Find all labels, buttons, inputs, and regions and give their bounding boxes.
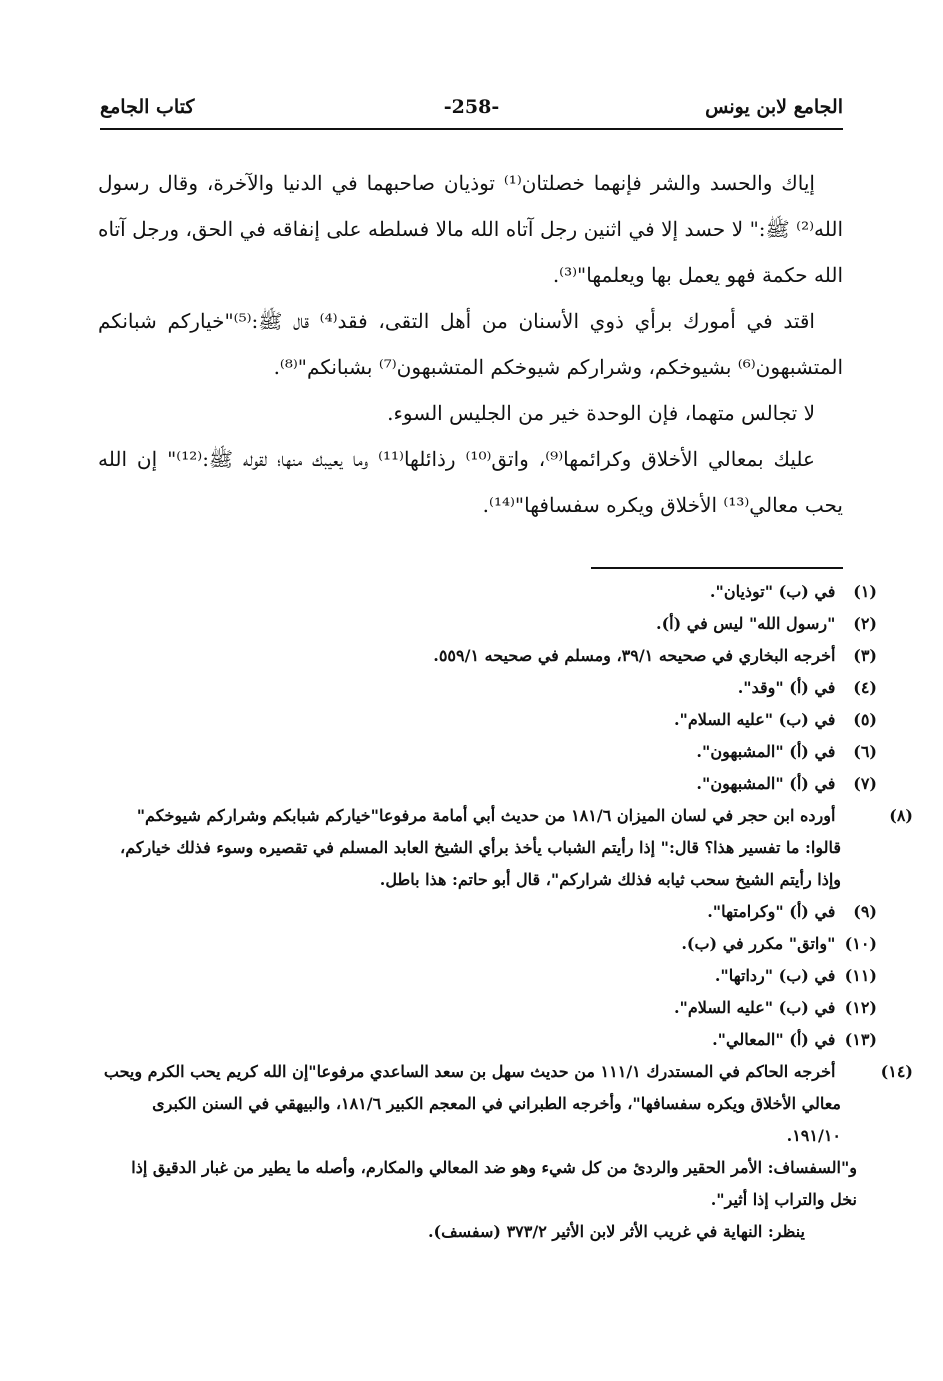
- footnote-2: (٢) "رسول الله" ليس في (أ).: [656, 614, 877, 633]
- footnote-13: (١٣) في (أ) "المعالي".: [712, 1030, 877, 1049]
- paragraph-company: لا تجالس متهما، فإن الوحدة خير من الجليس السوء.: [387, 401, 815, 425]
- footnote-3: (٣) أخرجه البخاري في صحيحه ٣٩/١، ومسلم في صحيحه ٥٥٩/١.: [433, 646, 877, 665]
- footnote-10: (١٠) "واتق" مكرر في (ب).: [681, 934, 877, 953]
- footnotes: [102, 576, 913, 1248]
- footnote-5: (٥) في (ب) "عليه السلام".: [673, 710, 877, 729]
- running-header-section: كتاب الجامع: [100, 96, 195, 118]
- main-text: [98, 160, 843, 528]
- footnote-definition: و"السفساف: الأمر الحقير والردئ من كل شيء وهو ضد المعالي والمكارم، وأصله ما يطير من غبار الدقيق إذا نخل والتراب إذا أثير".: [131, 1158, 857, 1209]
- footnote-7: (٧) في (أ) "المشبهون".: [696, 774, 877, 793]
- footnote-14: (١٤) أخرجه الحاكم في المستدرك ١١١/١ من حديث سهل بن سعد الساعدي مرفوعا"إن الله كريم يحب الكرم ويحب معالي الأخلاق ويكره سفسافها"، وأخرجه الطبراني في المعجم الكبير ١٨١/٦، والبيهقي في السنن الكبرى ١٩١/١٠.: [103, 1062, 913, 1145]
- footnote-9: (٩) في (أ) "وكرامتها".: [707, 902, 877, 921]
- paragraph-morals: عليك بمعالي الأخلاق وكرائمها⁽⁹⁾، واتق⁽¹⁰⁾ رذائلها⁽¹¹⁾ وما يعيبك منها؛ لقوله ﷺ:⁽¹²⁾" إن الله يحب معالي⁽¹³⁾ الأخلاق ويكره سفسافها"⁽¹⁴⁾.: [98, 447, 843, 517]
- footnote-4: (٤) في (أ) "وقد".: [737, 678, 877, 697]
- page-number: -258-: [443, 96, 500, 118]
- running-header-book-title: الجامع لابن يونس: [705, 96, 843, 118]
- paragraph-elders: اقتد في أمورك برأي ذوي الأسنان من أهل التقى، فقد⁽⁴⁾ قال ﷺ:⁽⁵⁾"خياركم شبانكم المتشبهون⁽⁶⁾ بشيوخكم، وشراركم شيوخكم المتشبهون⁽⁷⁾ بشبانكم"⁽⁸⁾.: [98, 309, 843, 379]
- footnote-8: (٨) أورده ابن حجر في لسان الميزان ١٨١/٦ من حديث أبي أمامة مرفوعا"خياركم شبابكم وشراركم شيوخكم" قالوا: ما تفسير هذا؟ قال:" إذا رأيتم الشباب يأخذ برأي الشيخ العابد المسلم في تقصيره وسوء فذلك خياركم، وإذا رأيتم الشيخ سحب ثيابه فذلك شراركم"، قال أبو حاتم: هذا باطل.: [120, 806, 913, 889]
- footnote-12: (١٢) في (ب) "عليه السلام".: [673, 998, 877, 1017]
- header-rule: [100, 128, 843, 130]
- footnote-1: (١) في (ب) "توذيان".: [709, 582, 877, 601]
- footnote-separator: [591, 567, 843, 569]
- footnote-6: (٦) في (أ) "المشبهون".: [696, 742, 877, 761]
- footnote-reference: ينظر: النهاية في غريب الأثر لابن الأثير ٣٧٣/٢ (سفسف).: [427, 1222, 805, 1241]
- paragraph-envy: إياك والحسد والشر فإنهما خصلتان⁽¹⁾ توذيان صاحبهما في الدنيا والآخرة، وقال رسول الله⁽²⁾ ﷺ:" لا حسد إلا في اثنين رجل آتاه الله مالا فسلطه على إنفاقه في الحق، ورجل آتاه الله حكمة فهو يعمل بها ويعلمها"⁽³⁾.: [98, 171, 843, 287]
- footnote-11: (١١) في (ب) "رداتها".: [714, 966, 877, 985]
